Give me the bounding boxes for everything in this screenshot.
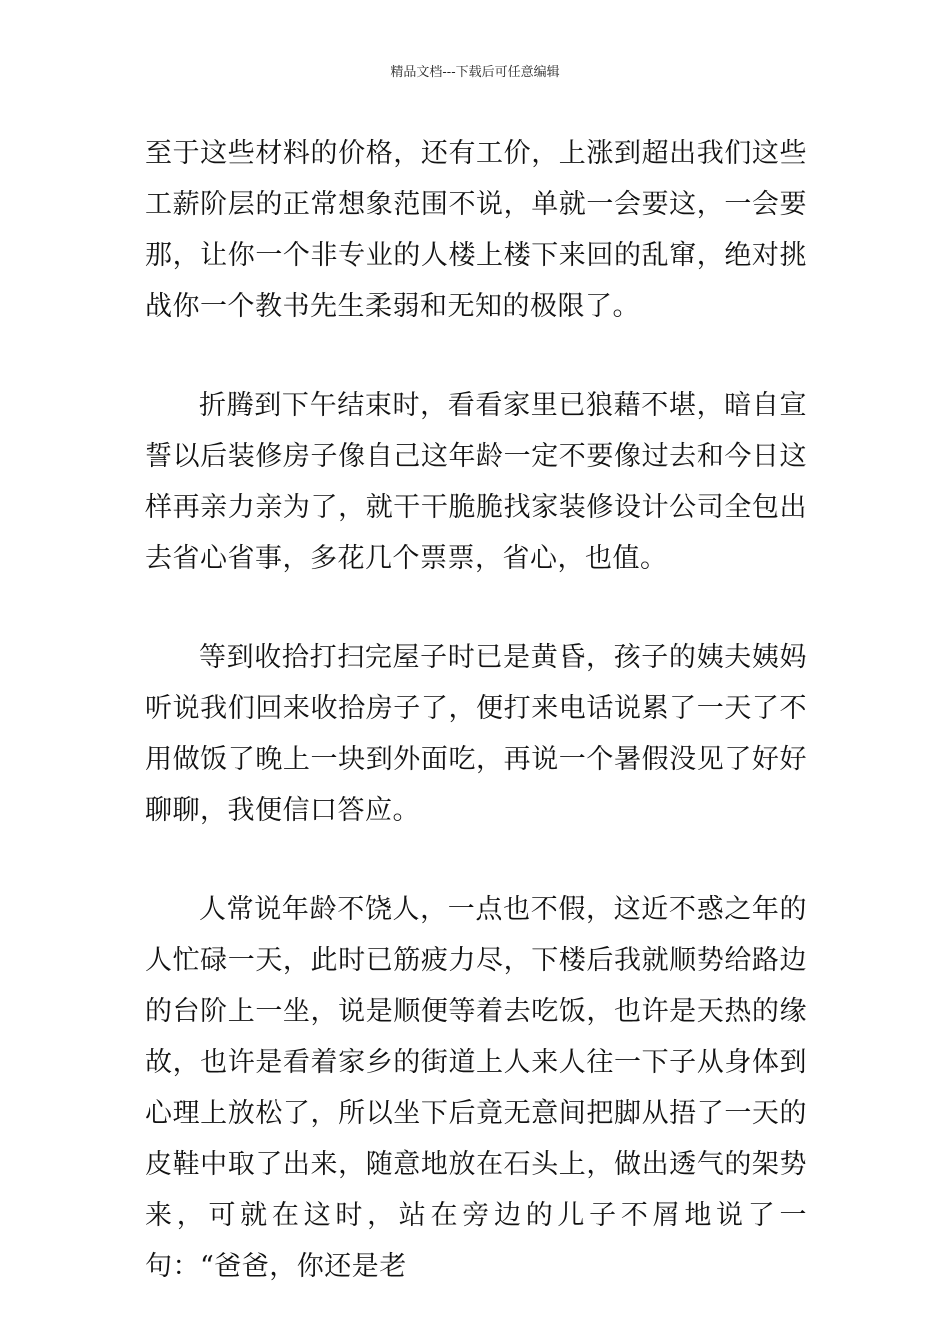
paragraph-gap bbox=[145, 332, 807, 380]
paragraph-gap bbox=[145, 584, 807, 632]
page-header: 精品文档---下载后可任意编辑 bbox=[390, 65, 560, 80]
document-body bbox=[145, 128, 807, 1292]
paragraph-1: 至于这些材料的价格，还有工价，上涨到超出我们这些工薪阶层的正常想象范围不说，单就一会要这，一会要那，让你一个非专业的人楼上楼下来回的乱窜，绝对挑战你一个教书先生柔弱和无知的极限了。 bbox=[145, 138, 807, 322]
paragraph-3: 等到收拾打扫完屋子时已是黄昏，孩子的姨夫姨妈听说我们回来收拾房子了，便打来电话说累了一天了不用做饭了晚上一块到外面吃，再说一个暑假没见了好好聊聊，我便信口答应。 bbox=[145, 642, 807, 826]
paragraph-4: 人常说年龄不饶人，一点也不假，这近不惑之年的人忙碌一天，此时已筋疲力尽，下楼后我就顺势给路边的台阶上一坐，说是顺便等着去吃饭，也许是天热的缘故，也许是看着家乡的街道上人来人往一下子从身体到心理上放松了，所以坐下后竟无意间把脚从捂了一天的皮鞋中取了出来，随意地放在石头上，做出透气的架势来，可就在这时，站在旁边的儿子不屑地说了一句：“爸爸，你还是老 bbox=[145, 894, 807, 1282]
paragraph-gap bbox=[145, 836, 807, 884]
paragraph-2: 折腾到下午结束时，看看家里已狼藉不堪，暗自宣誓以后装修房子像自己这年龄一定不要像过去和今日这样再亲力亲为了，就干干脆脆找家装修设计公司全包出去省心省事，多花几个票票，省心，也值。 bbox=[145, 390, 807, 574]
